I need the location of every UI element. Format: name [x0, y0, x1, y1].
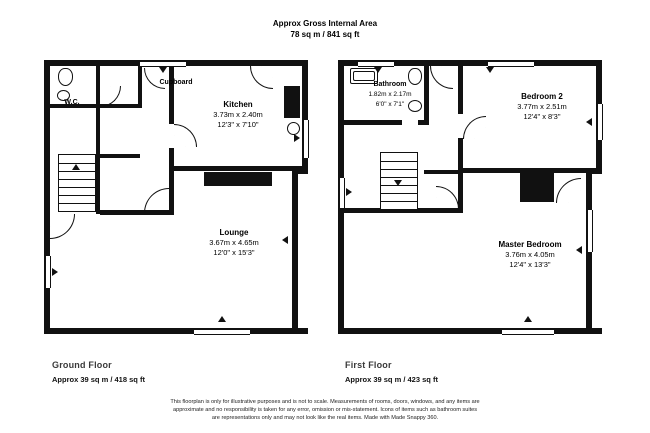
arrow-bedroom2-top: [486, 67, 494, 73]
room-dim-ft-lounge: 12'0" x 15'3": [213, 248, 255, 257]
room-dim-ft-bedroom2: 12'4" x 8'3": [523, 112, 561, 121]
wall-lounge-top: [169, 166, 174, 214]
window-ground-bottom-lounge: [194, 329, 250, 335]
wall-ground-bottom: [44, 328, 308, 334]
first-floor-cupboard-block: [520, 172, 554, 202]
door-lounge: [144, 188, 169, 213]
window-ground-right-kitchen: [303, 120, 309, 158]
disclaimer: [0, 398, 650, 422]
room-name-wc: W.C.: [64, 99, 80, 106]
kitchen-units-bottom: [204, 172, 272, 186]
stairs-direction-arrow: [72, 164, 80, 170]
room-dim-m-master-bedroom: 3.76m x 4.05m: [505, 250, 555, 259]
window-first-right-master: [587, 210, 593, 252]
wall-bathroom-bottom: [344, 120, 402, 125]
ground-floor-plan: [44, 60, 314, 345]
room-name-bedroom2: Bedroom 2: [521, 92, 563, 101]
room-name-kitchen: Kitchen: [223, 100, 253, 109]
window-ground-left-hall: [45, 256, 51, 288]
wall-ground-right-lower: [292, 168, 298, 334]
wall-cupboard-right: [138, 66, 142, 106]
arrow-kitchen-top: [159, 67, 167, 73]
stairs-landing-block: [100, 154, 140, 158]
arrow-landing-left: [346, 188, 352, 196]
wall-hall-left-vert: [96, 108, 100, 214]
door-bathroom: [430, 66, 453, 89]
ground-floor-area: Approx 39 sq m / 418 sq ft: [52, 375, 145, 384]
room-name-master-bedroom: Master Bedroom: [498, 240, 562, 249]
window-first-top-bedroom2: [488, 61, 534, 67]
room-label-kitchen: [188, 100, 288, 130]
landing-rail-block: [424, 170, 462, 174]
room-name-cupboard: Cupboard: [159, 79, 193, 86]
ground-stairs: [58, 154, 96, 212]
page-title: [0, 18, 650, 40]
area-title-line2: 78 sq m / 841 sq ft: [290, 30, 360, 39]
room-dim-ft-bathroom: 6'0" x 7'1": [375, 101, 405, 108]
arrow-hall-left: [52, 268, 58, 276]
area-title-line1: Approx Gross Internal Area: [272, 19, 378, 28]
room-dim-m-kitchen: 3.73m x 2.40m: [213, 110, 263, 119]
room-dim-ft-master-bedroom: 12'4" x 13'3": [509, 260, 551, 269]
arrow-bathroom-top: [374, 67, 382, 73]
disclaimer-line3: are representations only and may not look like the real items. Made with Made Snappy 360.: [211, 415, 439, 421]
wall-bathroom-bottom2: [418, 120, 429, 125]
wall-kitchen-bottom: [169, 166, 302, 171]
room-dim-m-bathroom: 1.82m x 2.17m: [368, 91, 412, 98]
arrow-kitchen-right: [294, 134, 300, 142]
toilet-icon: [58, 68, 73, 86]
room-label-master-bedroom: [474, 240, 586, 270]
room-label-lounge: [182, 228, 286, 258]
room-name-lounge: Lounge: [219, 228, 249, 237]
door-airing-cupboard: [556, 178, 581, 203]
arrow-lounge-bottom: [218, 316, 226, 322]
room-label-wc: [50, 98, 94, 108]
room-name-bathroom: Bathroom: [373, 81, 407, 88]
first-floor-area: Approx 39 sq m / 423 sq ft: [345, 375, 438, 384]
room-dim-ft-kitchen: 12'3" x 7'10": [217, 120, 259, 129]
wall-kitchen-left: [169, 66, 174, 124]
disclaimer-line2: approximate and no responsibility is taken for any error, omission or mis-statement. Icons of items such as bathroom suites: [172, 407, 478, 413]
window-first-right-bedroom2: [597, 104, 603, 140]
window-first-left-landing: [339, 178, 345, 208]
window-first-bottom-master: [502, 329, 554, 335]
ground-floor-title: Ground Floor: [52, 360, 112, 370]
door-front: [50, 214, 75, 239]
first-stairs-arrow: [394, 180, 402, 186]
room-dim-m-bedroom2: 3.77m x 2.51m: [517, 102, 567, 111]
door-bedroom2: [463, 116, 486, 139]
first-floor-title: First Floor: [345, 360, 392, 370]
door-master: [436, 186, 459, 209]
room-label-cupboard: [144, 78, 208, 88]
wall-bedroom2-left-lower: [458, 138, 463, 172]
door-kitchen: [250, 66, 273, 89]
room-label-bathroom: [352, 80, 428, 110]
wall-bedroom2-left: [458, 66, 463, 114]
room-label-bedroom2: [490, 92, 594, 122]
wall-first-bottom: [338, 328, 602, 334]
disclaimer-line1: This floorplan is only for illustrative purposes and is not to scale. Measurements of rooms, doors, windows, and any items are: [170, 399, 480, 405]
first-floor-plan: [338, 60, 612, 345]
room-dim-m-lounge: 3.67m x 4.65m: [209, 238, 259, 247]
arrow-master-bottom: [524, 316, 532, 322]
